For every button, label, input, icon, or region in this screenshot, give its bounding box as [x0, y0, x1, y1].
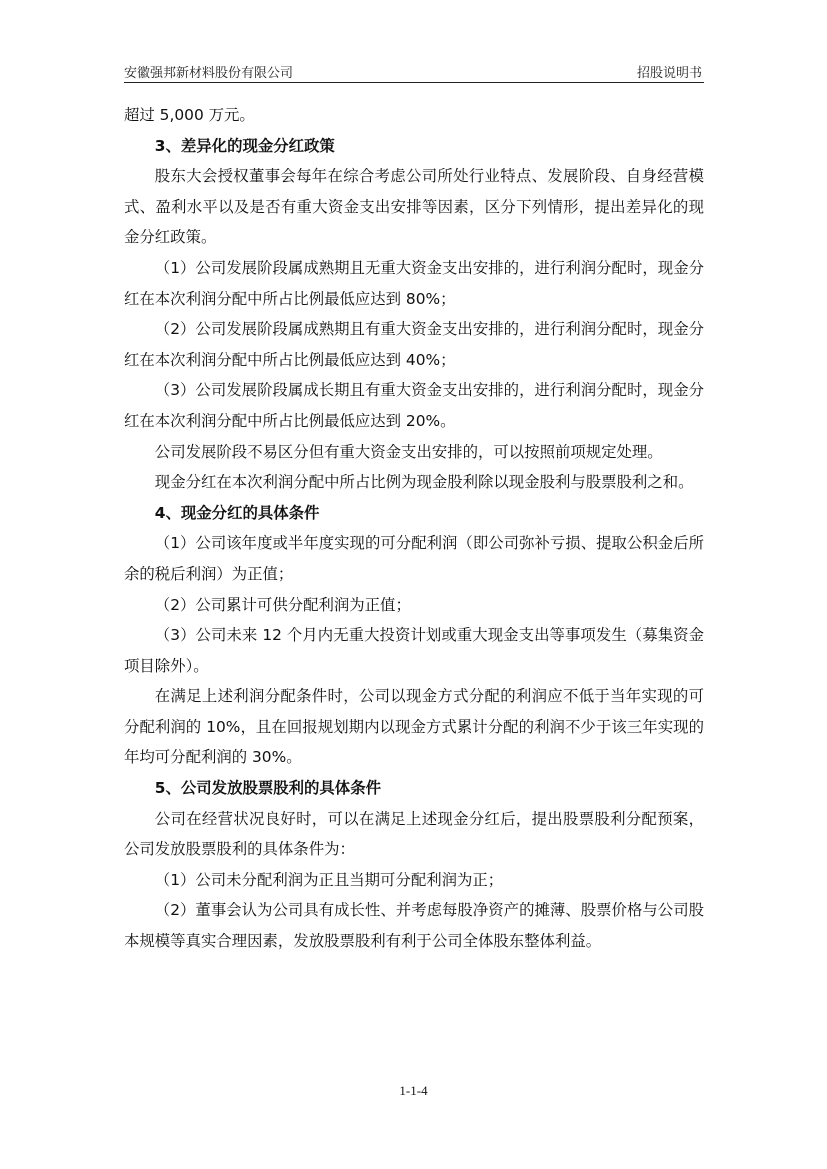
section-heading: 3、差异化的现金分红政策 — [154, 136, 335, 155]
page-number: 1-1-4 — [399, 1083, 428, 1098]
document-title: 招股说明书 — [636, 66, 702, 81]
paragraph: 超过 5,000 万元。 — [124, 106, 255, 124]
paragraph: （3）公司发展阶段属成长期且有重大资金支出安排的，进行利润分配时，现金分红在本次利润分配中所占比例最低应达到 20%。 — [124, 381, 704, 430]
paragraph: 在满足上述利润分配条件时，公司以现金方式分配的利润应不低于当年实现的可分配利润的 10%，且在回报规划期内以现金方式累计分配的利润不少于该三年实现的年均可分配利润的 30%。 — [124, 687, 704, 767]
paragraph: （2）公司发展阶段属成熟期且有重大资金支出安排的，进行利润分配时，现金分红在本次利润分配中所占比例最低应达到 40%； — [124, 320, 704, 369]
paragraph: 公司在经营状况良好时，可以在满足上述现金分红后，提出股票股利分配预案，公司发放股票股利的具体条件为： — [124, 809, 704, 859]
section-heading: 5、公司发放股票股利的具体条件 — [154, 779, 381, 798]
paragraph: （1）公司该年度或半年度实现的可分配利润（即公司弥补亏损、提取公积金后所余的税后利润）为正值； — [124, 534, 704, 583]
paragraph: 股东大会授权董事会每年在综合考虑公司所处行业特点、发展阶段、自身经营模式、盈利水平以及是否有重大资金支出安排等因素，区分下列情形，提出差异化的现金分红政策。 — [124, 167, 704, 247]
paragraph: 公司发展阶段不易区分但有重大资金支出安排的，可以按照前项规定处理。 — [154, 442, 663, 461]
paragraph: 现金分红在本次利润分配中所占比例为现金股利除以现金股利与股票股利之和。 — [154, 473, 694, 492]
paragraph: （1）公司发展阶段属成熟期且无重大资金支出安排的，进行利润分配时，现金分红在本次利润分配中所占比例最低应达到 80%； — [124, 258, 704, 308]
document-body — [124, 100, 704, 957]
company-name: 安徽强邦新材料股份有限公司 — [124, 66, 294, 81]
paragraph: （3）公司未来 12 个月内无重大投资计划或重大现金支出等事项发生（募集资金项目除外）。 — [124, 626, 704, 675]
paragraph: （2）董事会认为公司具有成长性、并考虑每股净资产的摊薄、股票价格与公司股本规模等真实合理因素，发放股票股利有利于公司全体股东整体利益。 — [124, 901, 704, 951]
paragraph: （2）公司累计可供分配利润为正值； — [154, 595, 411, 614]
paragraph: （1）公司未分配利润为正且当期可分配利润为正； — [154, 870, 504, 889]
section-heading: 4、现金分红的具体条件 — [154, 503, 320, 522]
page-header — [124, 60, 704, 83]
